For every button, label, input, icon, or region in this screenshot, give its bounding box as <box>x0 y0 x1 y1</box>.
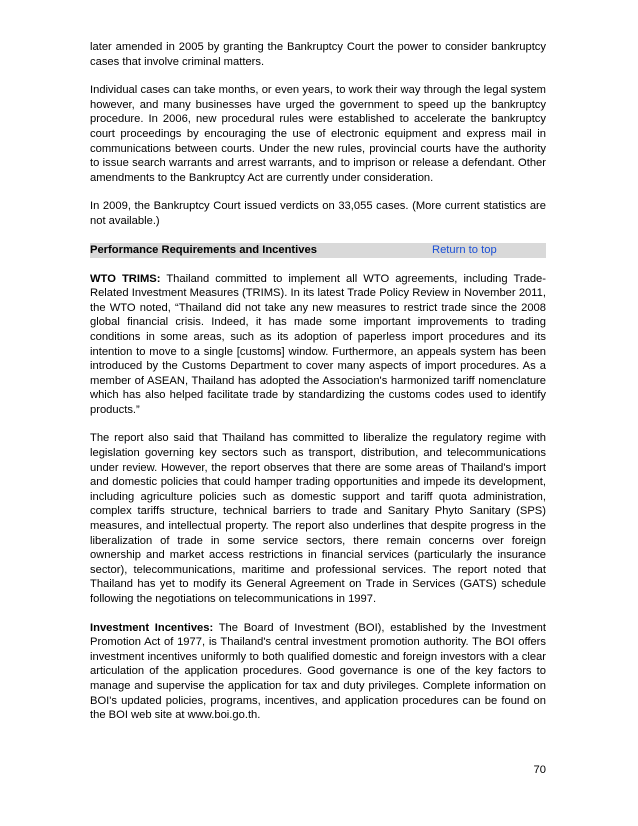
paragraph-bankruptcy-amendment: later amended in 2005 by granting the Bankruptcy Court the power to consider bankruptcy cases that involve criminal matters. <box>90 41 546 68</box>
page-number: 70 <box>533 764 546 776</box>
paragraph-bankruptcy-statistics: In 2009, the Bankruptcy Court issued verdicts on 33,055 cases. (More current statistics are not available.) <box>90 200 546 227</box>
section-title: Performance Requirements and Incentives <box>90 243 317 256</box>
document-page <box>90 40 546 737</box>
investment-incentives-label: Investment Incentives: <box>90 621 214 634</box>
wto-trims-label: WTO TRIMS: <box>90 272 161 285</box>
return-to-top-link[interactable]: Return to top <box>432 243 497 256</box>
investment-incentives-text: The Board of Investment (BOI), established by the Investment Promotion Act of 1977, is Thailand's central investment promotion authority. The BOI offers investment incentives uniformly to both qualified domestic and foreign investors with a clear articulation of the application procedures. Good governance is one of the key factors to manage and supervise the application for tax and duty privileges. Complete information on BOI's updated policies, programs, incentives, and application procedures can be found on the BOI web site at www.boi.go.th. <box>90 621 546 722</box>
paragraph-bankruptcy-procedure: Individual cases can take months, or even years, to work their way through the legal system however, and many businesses have urged the government to speed up the bankruptcy procedure. In 2006, new procedural rules were established to accelerate the bankruptcy court proceedings by encouraging the use of electronic equipment and express mail in communications between courts. Under the new rules, provincial courts have the authority to issue search warrants and arrest warrants, and to imprison or release a defendant. Other amendments to the Bankruptcy Act are currently under consideration. <box>90 84 546 184</box>
paragraph-investment-incentives <box>90 621 546 723</box>
section-header-bar <box>90 243 546 258</box>
paragraph-wto-trims <box>90 272 546 418</box>
wto-trims-text: Thailand committed to implement all WTO agreements, including Trade-Related Investment Measures (TRIMS). In its latest Trade Policy Review in November 2011, the WTO noted, “Thailand did not take any new measures to restrict trade since the 2008 global financial crisis. Indeed, it has made some important improvements to trading conditions in some areas, such as its adoption of paperless import procedures and its intention to move to a single [customs] window. Furthermore, an appeals system has been introduced by the Customs Department to cover many aspects of import procedures. As a member of ASEAN, Thailand has adopted the Association's harmonized tariff nomenclature which has also helped facilitate trade by standardizing the customs codes used to identify products.” <box>90 272 546 416</box>
paragraph-report: The report also said that Thailand has committed to liberalize the regulatory regime with legislation governing key sectors such as transport, distribution, and telecommunications under review. However, the report observes that there are some areas of Thailand's import and domestic policies that could hamper trading opportunities and impede its development, including agriculture policies such as domestic support and tariff quota administration, complex tariffs structure, technical barriers to trade and Sanitary Phyto Sanitary (SPS) measures, and intellectual property. The report also underlines that despite progress in the liberalization of trade in some service sectors, there remain concerns over foreign ownership and market access restrictions in financial services (particularly the insurance sector), telecommunications, maritime and professional services. The report noted that Thailand has yet to modify its General Agreement on Trade in Services (GATS) schedule following the negotiations on telecommunications in 1997. <box>90 432 546 605</box>
